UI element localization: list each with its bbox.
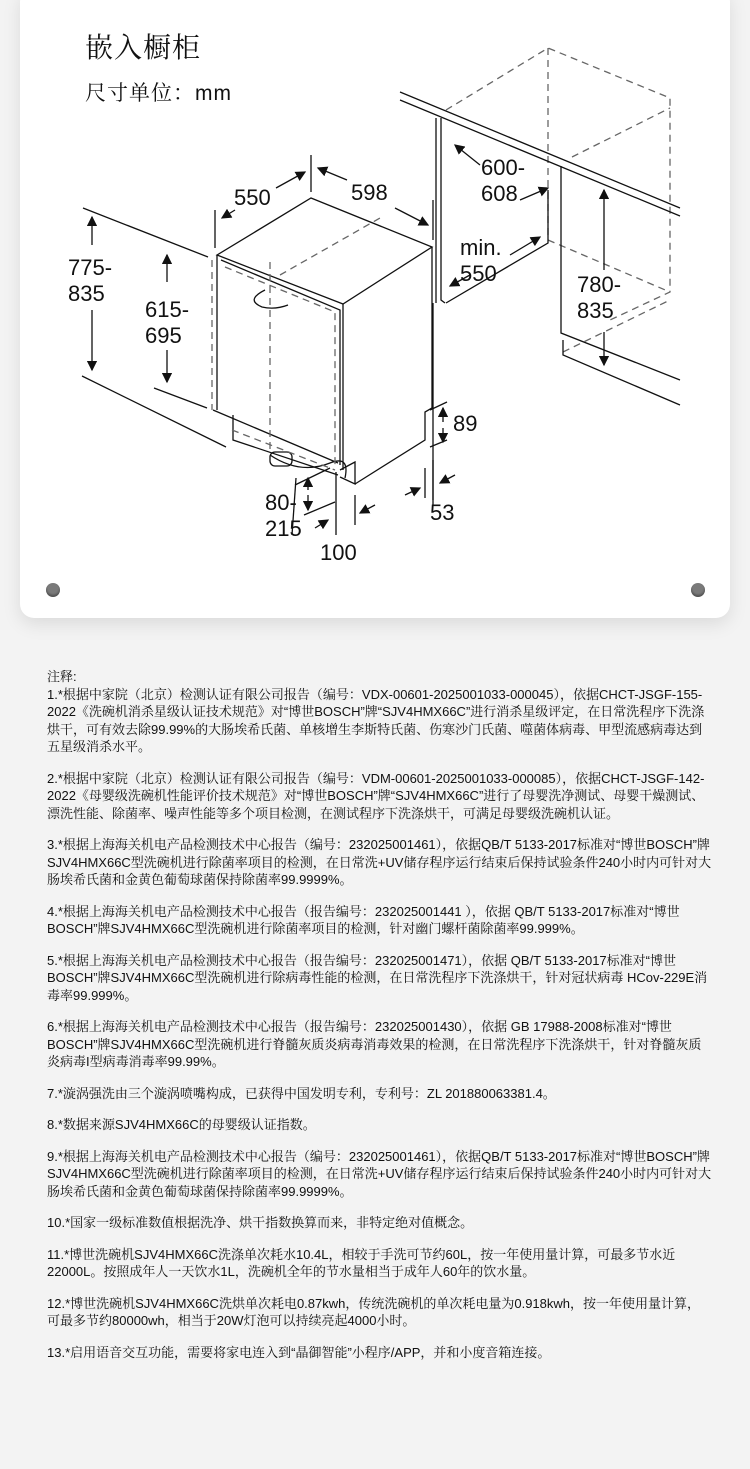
built-in-dimension-diagram bbox=[0, 0, 750, 620]
note-item: 5.*根据上海海关机电产品检测技术中心报告（报告编号：232025001471），依据 QB/T 5133-2017标准对“博世BOSCH”牌SJV4HMX66C型洗碗机进行除病毒性能的检测，在日常洗程序下洗涤烘干，针对冠状病毒 HCov-229E消毒率99.999%。 bbox=[47, 952, 708, 1003]
note-item: 11.*博世洗碗机SJV4HMX66C洗涤单次耗水10.4L，相较于手洗可节约60L，按一年使用量计算，可最多节水近22000L。按照成年人一天饮水1L，洗碗机全年的节水量相当于成年人60年的饮水量。 bbox=[47, 1246, 676, 1279]
depth-550-label: 550 bbox=[234, 185, 271, 210]
dishwasher-outline bbox=[213, 198, 432, 484]
note-item: 10.*国家一级标准数值根据洗净、烘干指数换算而来，非特定绝对值概念。 bbox=[47, 1215, 474, 1230]
door-height-label bbox=[145, 297, 189, 349]
niche-width-min: 600- bbox=[481, 155, 526, 180]
cabinet-height-max: 835 bbox=[68, 281, 105, 306]
note-item: 4.*根据上海海关机电产品检测技术中心报告（报告编号：232025001441 ），依据 QB/T 5133-2017标准对“博世BOSCH”牌SJV4HMX66C型洗碗机进行除菌率项目的检测，针对幽门螺杆菌除菌率99.999%。 bbox=[47, 903, 680, 936]
notes-heading: 注释: bbox=[47, 669, 77, 684]
hose-height-max: 215 bbox=[265, 516, 302, 541]
hose-height-min: 80- bbox=[265, 490, 297, 515]
footnotes bbox=[47, 668, 712, 1375]
niche-height-max: 835 bbox=[577, 298, 614, 323]
page-title: 嵌入橱柜 bbox=[85, 32, 202, 63]
extension-lines bbox=[82, 155, 447, 535]
carousel-dot-left[interactable] bbox=[46, 583, 60, 597]
niche-depth-value: 550 bbox=[460, 261, 497, 286]
carousel-dot-right[interactable] bbox=[691, 583, 705, 597]
note-item: 3.*根据上海海关机电产品检测技术中心报告（编号：232025001461），依据QB/T 5133-2017标准对“博世BOSCH”牌 SJV4HMX66C型洗碗机进行除菌率项目的检测，在日常洗+UV储存程序运行结束后保持试验条件240小时内可针对大肠埃希氏菌和金黄色葡萄球菌保持除菌率99.9999%。 bbox=[47, 837, 712, 887]
cabinet-outline bbox=[446, 48, 670, 352]
note-item: 12.*博世洗碗机SJV4HMX66C洗烘单次耗电0.87kwh，传统洗碗机的单次耗电量为0.918kwh，按一年使用量计算，可最多节约80000wh，相当于20W灯泡可以持续亮起4000小时。 bbox=[47, 1295, 701, 1328]
width-598-label: 598 bbox=[351, 180, 388, 205]
note-item: 9.*根据上海海关机电产品检测技术中心报告（编号：232025001461），依据QB/T 5133-2017标准对“博世BOSCH”牌 SJV4HMX66C型洗碗机进行除菌率项目的检测，在日常洗+UV储存程序运行结束后保持试验条件240小时内可针对大肠埃希氏菌和金黄色葡萄球菌保持除菌率99.9999%。 bbox=[47, 1148, 712, 1199]
hose-height-label bbox=[265, 490, 302, 542]
note-item: 13.*启用语音交互功能，需要将家电连入到“晶御智能”小程序/APP，并和小度音箱连接。 bbox=[47, 1344, 551, 1360]
door-height-min: 615- bbox=[145, 297, 190, 322]
countertop bbox=[400, 92, 680, 500]
door-height-max: 695 bbox=[145, 323, 182, 348]
cabinet-height-label bbox=[68, 255, 112, 307]
unit-label: 尺寸单位：mm bbox=[85, 82, 232, 105]
niche-height-min: 780- bbox=[577, 272, 622, 297]
niche-width-max: 608 bbox=[481, 181, 518, 206]
niche-depth-label bbox=[460, 235, 502, 287]
niche-depth-prefix: min. bbox=[460, 235, 502, 260]
plinth-height-label: 89 bbox=[453, 411, 478, 436]
note-item: 7.*漩涡强洗由三个漩涡喷嘴构成，已获得中国发明专利，专利号：ZL 201880063381.4。 bbox=[47, 1085, 556, 1101]
note-item: 6.*根据上海海关机电产品检测技术中心报告（报告编号：232025001430），依据 GB 17988-2008标准对“博世BOSCH”牌SJV4HMX66C型洗碗机进行脊髓灰质炎病毒消毒效果的检测，在日常洗程序下洗涤烘干，针对脊髓灰质炎病毒I型病毒消毒率99.99%。 bbox=[47, 1019, 702, 1069]
note-item: 1.*根据中家院（北京）检测认证有限公司报告（编号：VDX-00601-2025001033-000045），依据CHCT-JSGF-155-2022《洗碗机消杀星级认证技术规范》对“博世BOSCH”牌“SJV4HMX66C”进行消杀星级评定，在日常洗程序下洗涤烘干，可有效去除99.99%的大肠埃希氏菌、单核增生李斯特氏菌、伤寒沙门氏菌、噬菌体病毒、甲型流感病毒达到五星级消杀水平。 bbox=[47, 686, 705, 754]
niche-width-label bbox=[481, 155, 525, 207]
niche-height-label bbox=[577, 272, 621, 324]
dishwasher-hidden-lines bbox=[212, 218, 380, 470]
hose-offset-label: 100 bbox=[320, 540, 357, 565]
note-item: 8.*数据来源SJV4HMX66C的母婴级认证指数。 bbox=[47, 1117, 316, 1132]
cabinet-height-min: 775- bbox=[68, 255, 113, 280]
plinth-depth-label: 53 bbox=[430, 500, 455, 525]
note-item: 2.*根据中家院（北京）检测认证有限公司报告（编号：VDM-00601-2025001033-000085），依据CHCT-JSGF-142-2022《母婴级洗碗机性能评价技术规范》对“博世BOSCH”牌“SJV4HMX66C”进行了母婴洗净测试、母婴干燥测试、漂洗性能、除菌率、噪声性能等多个项目检测，在测试程序下洗涤烘干，可满足母婴级洗碗机认证。 bbox=[47, 770, 705, 821]
